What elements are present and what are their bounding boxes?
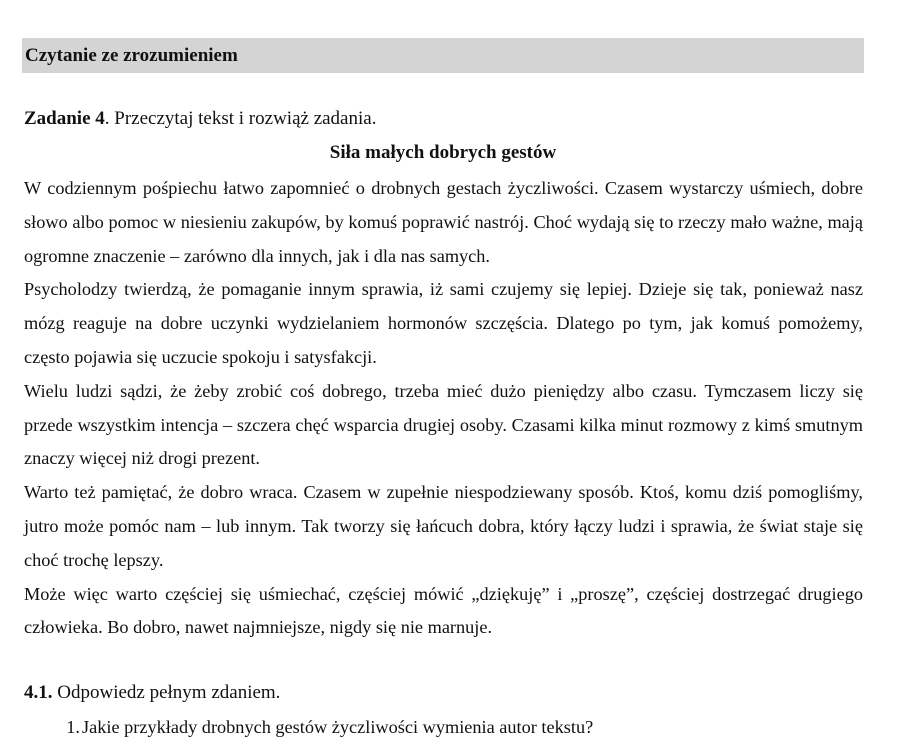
section-header-text: Czytanie ze zrozumieniem [25, 44, 238, 66]
task-line [24, 106, 376, 132]
question-item-number: 1. [66, 717, 80, 737]
paragraph: Warto też pamiętać, że dobro wraca. Czasem w zupełnie niespodziewany sposób. Ktoś, komu dziś pomogliśmy, jutro może pomóc nam – lub innym. Tak tworzy się łańcuch dobra, który łączy ludzi i sprawia, że świat staje się choć trochę lepszy. [24, 482, 863, 570]
question-block-number: 4.1. [24, 682, 53, 703]
paragraph: Wielu ludzi sądzi, że żeby zrobić coś dobrego, trzeba mieć dużo pieniędzy albo czasu. Tymczasem liczy się przede wszystkim intencja – szczera chęć wsparcia drugiej osoby. Czasami kilka minut rozmowy z kimś smutnym znaczy więcej niż drogi prezent. [24, 380, 863, 469]
section-header [22, 38, 864, 73]
reading-text [24, 172, 863, 645]
task-label: Zadanie 4 [24, 108, 105, 129]
question-block-header [24, 680, 280, 706]
text-title: Siła małych dobrych gestów [329, 142, 557, 163]
question-item [24, 714, 593, 740]
task-instruction: . Przeczytaj tekst i rozwiąż zadania. [104, 108, 377, 129]
paragraph: Psycholodzy twierdzą, że pomaganie innym sprawia, iż sami czujemy się lepiej. Dzieje się tak, ponieważ nasz mózg reaguje na dobre uczynki wydzielaniem hormonów szczęścia. Dlatego po tym, jak komuś pomożemy, często pojawia się uczucie spokoju i satysfakcji. [24, 279, 863, 367]
paragraph: Może więc warto częściej się uśmiechać, częściej mówić „dziękuję” i „proszę”, częściej dostrzegać drugiego człowieka. Bo dobro, nawet najmniejsze, nigdy się nie marnuje. [24, 583, 863, 638]
question-block-instruction: Odpowiedz pełnym zdaniem. [52, 682, 281, 703]
paragraph: W codziennym pośpiechu łatwo zapomnieć o drobnych gestach życzliwości. Czasem wystarczy uśmiech, dobre słowo albo pomoc w niesieniu zakupów, by komuś poprawić nastrój. Choć wydają się to rzeczy mało ważne, mają ogromne znaczenie – zarówno dla innych, jak i dla nas samych. [24, 178, 863, 266]
question-item-text: Jakie przykłady drobnych gestów życzliwości wymienia autor tekstu? [82, 717, 594, 737]
